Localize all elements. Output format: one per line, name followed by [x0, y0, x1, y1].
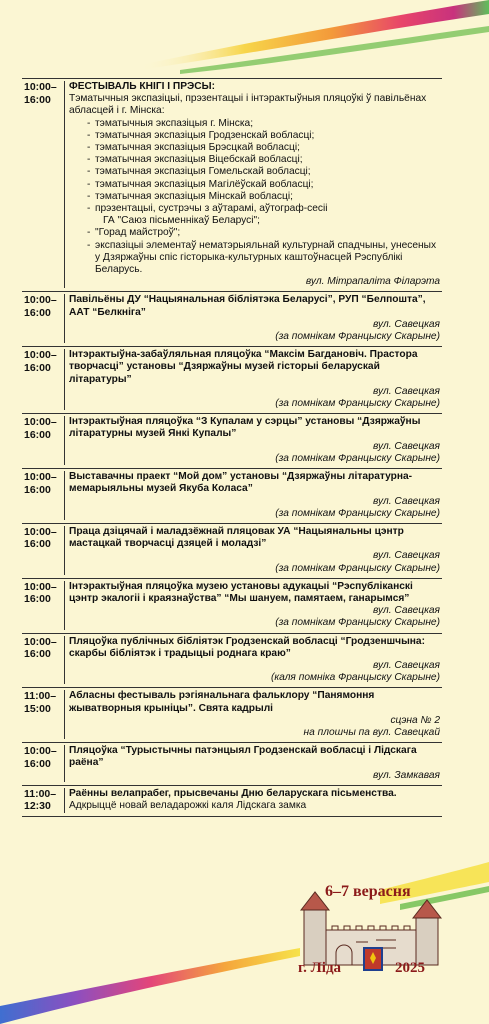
- list-item: - тэматычная экспазіцыя Мінскай вобласці;: [87, 191, 442, 203]
- list-item: - тэматычная экспазіцыя Магілёўскай вобласці;: [87, 179, 442, 191]
- event-content: [69, 416, 442, 465]
- event-location: вул. Савецкая: [372, 385, 440, 397]
- event-row: [22, 346, 442, 413]
- event-location-note: (за помнікам Францыску Скарыне): [275, 562, 440, 574]
- event-title: Пляцоўка публічных бібліятэк Гродзенскай вобласці “Гродзеншчына: скарбы бібліятэк і традыцыі роднага краю”: [69, 635, 425, 659]
- list-item: - прэзентацыі, сустрэчы з аўтарамі, аўтограф-сесіі ГА "Саюз пісьменнікаў Беларусі";: [87, 203, 442, 227]
- event-content: [69, 690, 442, 739]
- event-time: 11:00– 12:30: [24, 787, 57, 813]
- event-location: вул. Замкавая: [373, 769, 440, 781]
- event-title: Праца дзіцячай і маладзёжнай пляцовак УА “Нацыянальны цэнтр мастацкай творчасці дзяцей і моладзі”: [69, 525, 404, 550]
- event-row: [22, 785, 442, 817]
- event-location-note: (за помнікам Францыску Скарыне): [275, 507, 440, 519]
- festival-dates: 6–7 верасня: [325, 883, 411, 900]
- event-title: Інтэрактыўна-забаўляльная пляцоўка “Максім Багдановіч. Прастора творчасці” установы “Дзяржаўны музей гісторыі беларускай літаратуры”: [69, 349, 418, 385]
- list-item: - тэматычная экспазіцыя Брэсцкай вобласці;: [87, 142, 442, 154]
- event-content: [69, 81, 442, 288]
- event-schedule: [22, 78, 442, 817]
- event-location-note: (каля помніка Францыску Скарыне): [270, 672, 440, 684]
- event-location: сцэна № 2: [390, 714, 440, 726]
- event-location-note: (за помнікам Францыску Скарыне): [275, 398, 440, 410]
- column-divider: [64, 581, 65, 630]
- list-item: - тэматычная экспазіцыя Гродзенскай вобласці;: [87, 130, 442, 142]
- event-time: 10:00– 16:00: [24, 349, 57, 374]
- event-row: [22, 413, 442, 468]
- event-location: вул. Савецкая: [372, 440, 440, 452]
- column-divider: [64, 349, 65, 410]
- event-title: Раённы велапрабег, прысвечаны Дню беларускага пісьменства.: [69, 787, 397, 799]
- event-content: [69, 471, 442, 520]
- event-content: [69, 636, 442, 685]
- event-content: [69, 349, 442, 410]
- event-row: [22, 291, 442, 346]
- event-location-note: (за помнікам Францыску Скарыне): [275, 452, 440, 464]
- event-time: 10:00– 16:00: [24, 81, 57, 106]
- event-time: 11:00– 15:00: [24, 690, 57, 715]
- event-title: Павільёны ДУ “Нацыянальная бібліятэка Беларусі”, РУП “Белпошта”, ААТ “Белкніга”: [69, 294, 426, 318]
- event-location: вул. Савецкая: [372, 495, 440, 507]
- event-time: 10:00– 16:00: [24, 635, 57, 661]
- event-row: [22, 523, 442, 578]
- column-divider: [64, 745, 65, 782]
- event-row: [22, 578, 442, 633]
- event-title: Інтэрактыўная пляцоўка “З Купалам у сэрцы” установы “Дзяржаўны літаратурны музей Янкі Купалы”: [69, 416, 421, 440]
- event-time: 10:00– 16:00: [24, 471, 57, 496]
- event-location: вул. Савецкая: [372, 605, 440, 617]
- event-location-note: (за помнікам Францыску Скарыне): [275, 617, 440, 629]
- column-divider: [64, 81, 65, 288]
- top-rainbow-swoosh: [0, 0, 489, 90]
- event-location: вул. Савецкая: [372, 550, 440, 562]
- event-row: [22, 687, 442, 742]
- event-time: 10:00– 16:00: [24, 294, 57, 319]
- column-divider: [64, 788, 65, 813]
- event-time: 10:00– 16:00: [24, 745, 57, 770]
- event-time: 10:00– 16:00: [24, 525, 57, 551]
- event-location: вул. Савецкая: [372, 659, 440, 671]
- column-divider: [64, 416, 65, 465]
- event-time: 10:00– 16:00: [24, 580, 57, 606]
- event-title: Пляцоўка “Турыстычны патэнцыял Гродзенскай вобласці і Лідскага раёна”: [69, 745, 417, 769]
- event-text: Тэматычныя экспазіцыі, прэзентацыі і інтэрактыўныя пляцоўкі ў павільёнах абласцей і г. Мінска:: [69, 93, 427, 117]
- event-location-note: на плошчы па вул. Савецкай: [303, 726, 440, 738]
- list-item: - экспазіцыі элементаў нематэрыяльнай культурнай спадчыны, унесеных у Дзяржаўны спіс гісторыка-культурных каштоўнасцей Рэспублікі Беларусь.: [87, 240, 442, 277]
- event-bullet-list: [69, 118, 442, 277]
- list-item: - тэматычная экспазіцыя Гомельскай вобласці;: [87, 166, 442, 178]
- event-row: [22, 78, 442, 291]
- event-content: [69, 581, 442, 630]
- event-row: [22, 468, 442, 523]
- event-title: Інтэрактыўная пляцоўка музею установы адукацыі “Рэспубліканскі цэнтр экалогіі і краязнаўства” “Мы шануем, памятаем, ганарымся”: [69, 580, 413, 604]
- event-row: [22, 742, 442, 785]
- event-text: Адкрыццё новай веладарожкі каля Лідскага замка: [69, 799, 307, 811]
- column-divider: [64, 690, 65, 739]
- event-title: Выставачны праект “Мой дом” установы “Дзяржаўны літаратурна-мемарыяльны музей Якуба Коласа”: [69, 471, 413, 495]
- event-location-note: (за помнікам Францыску Скарыне): [275, 331, 440, 343]
- event-content: [69, 294, 442, 343]
- event-time: 10:00– 16:00: [24, 416, 57, 441]
- column-divider: [64, 636, 65, 685]
- festival-city: г. Ліда: [298, 960, 342, 976]
- column-divider: [64, 294, 65, 343]
- event-row: [22, 633, 442, 688]
- event-content: [69, 745, 442, 782]
- event-content: [69, 526, 442, 575]
- event-title: ФЕСТЫВАЛЬ КНІГІ І ПРЭСЫ:: [69, 81, 216, 92]
- column-divider: [64, 471, 65, 520]
- column-divider: [64, 526, 65, 575]
- list-item: - тэматычная экспазіцыя Віцебскай вобласці;: [87, 154, 442, 166]
- festival-year: 2025: [395, 960, 425, 976]
- event-location: вул. Савецкая: [372, 318, 440, 330]
- event-location: вул. Мітрапаліта Філарэта: [305, 276, 440, 288]
- event-title: Абласны фестываль рэгіянальнага фальклору “Панямоння жыватворныя крыніцы”. Свята кадрылі: [69, 690, 375, 714]
- list-item: - "Горад майстроў";: [87, 227, 442, 239]
- list-item: - тэматычныя экспазіцыя г. Мінска;: [87, 118, 442, 130]
- event-content: [69, 788, 442, 813]
